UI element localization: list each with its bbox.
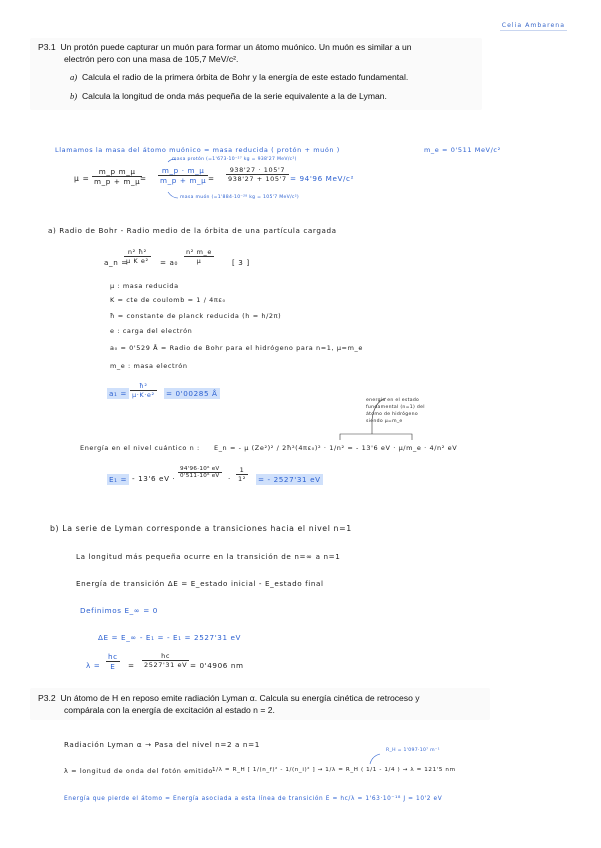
mid-numerator: m_p · m_μ — [158, 166, 208, 176]
problem-text-line1: Un protón puede capturar un muón para formar un átomo muónico. Un muón es similar a un — [60, 42, 412, 52]
mu-denominator: m_p + m_μ — [94, 177, 141, 186]
reduced-mass-intro: Llamamos la masa del átomo muónico = masa reducida ( protón + muón ) — [55, 146, 340, 154]
section-b-line3: Definimos E_∞ = 0 — [80, 606, 158, 615]
solution2-line2-formula: 1/λ = R_H [ 1/(n_f)² - 1/(n_i)² ] → 1/λ = R_H ( 1/1 - 1/4 ) → λ = 121'5 nm — [212, 767, 456, 773]
energy-note-line1: energía en el estado — [366, 398, 420, 403]
definition-5: a₀ = 0'529 Å = Radio de Bohr para el hidrógeno para n=1, μ=m_e — [110, 344, 363, 352]
energy-level-label: Energía en el nivel cuántico n : — [80, 444, 200, 452]
e1-result: = - 2527'31 eV — [258, 475, 321, 484]
lambda-equals: = — [128, 661, 135, 670]
item-b-text: Calcula la longitud de onda más pequeña de la serie equivalente a la de Lyman. — [81, 91, 387, 102]
e1-numerator: 94'96·10⁶ eV — [180, 466, 220, 472]
e1-frac2-denominator: 1² — [238, 475, 246, 483]
item-a-label: a) — [70, 71, 78, 82]
definition-2: K = cte de coulomb = 1 / 4πε₀ — [110, 296, 226, 304]
solution2-line2-label: λ = longitud de onda del fotón emitido — [64, 767, 213, 775]
electron-mass-note: m_e = 0'511 MeV/c² — [424, 146, 501, 154]
energy-note-line4: siendo μ=m_e — [366, 419, 403, 424]
an-reference: [ 3 ] — [232, 258, 250, 267]
problem-text-line2: compárala con la energía de excitación al estado n = 2. — [64, 705, 275, 716]
problem-label: P3.1 — [38, 42, 56, 52]
section-b-line1: La longitud más pequeña ocurre en la transición de n=∞ a n=1 — [76, 552, 341, 561]
mu-numerator: m_p m_μ — [92, 167, 142, 177]
item-a-text: Calcula el radio de la primera órbita de Bohr y la energía de este estado fundamental. — [81, 71, 409, 82]
an-denominator: μ K e² — [126, 257, 149, 265]
definition-3: ħ = constante de planck reducida (h = h/2π) — [110, 312, 282, 320]
author-name: Celia Ambarena — [501, 22, 565, 29]
energy-level-formula: E_n = - μ (Ze²)² / 2ħ²(4πε₀)² · 1/n² = - 13'6 eV · μ/m_e · 4/n² eV — [214, 444, 458, 452]
an-numerator2: n² m_e — [186, 248, 212, 256]
annotation-proton-mass: masa protón (=1'673·10⁻²⁷ kg = 938'27 MeV/c²) — [172, 157, 297, 162]
item-b-label: b) — [70, 91, 78, 102]
lambda-denominator: E — [110, 662, 116, 671]
e1-lhs: E₁ = — [109, 475, 128, 484]
section-b-line2: Energía de transición ΔE = E_estado inicial - E_estado final — [76, 579, 324, 588]
definition-6: m_e : masa electrón — [110, 362, 188, 370]
energy-note-line2: fundamental (n=1) del — [366, 405, 425, 410]
a1-result: = 0'00285 Å — [166, 389, 218, 398]
an-denominator2: μ — [196, 257, 202, 265]
e1-denominator: 0'511·10⁶ eV — [180, 473, 220, 479]
annotation-muon-mass: masa muón (=1'884·10⁻²⁸ kg = 105'7 MeV/c²) — [180, 195, 299, 200]
mid-denominator: m_p + m_μ — [160, 176, 207, 185]
section-b-line4: ΔE = E_∞ - E₁ = - E₁ = 2527'31 eV — [98, 633, 242, 642]
e1-coefficient: - 13'6 eV · — [132, 474, 176, 483]
lambda-result: = 0'4906 nm — [190, 661, 244, 670]
lambda-lhs: λ = — [86, 661, 101, 670]
lambda-numerator: hc — [108, 652, 118, 661]
section-a-heading: a) Radio de Bohr - Radio medio de la órbita de una partícula cargada — [48, 226, 337, 235]
a1-denominator: μ·K·e² — [132, 391, 155, 399]
a1-numerator: ħ² — [130, 382, 157, 391]
problem-text-line2: electrón pero con una masa de 105,7 MeV/c². — [64, 54, 239, 65]
lambda-denominator2: 2527'31 eV — [144, 661, 188, 669]
an-mid: = a₀ — [160, 258, 178, 267]
section-b-heading: b) La serie de Lyman corresponde a transiciones hacia el nivel n=1 — [50, 524, 352, 533]
an-lhs: a_n = — [104, 258, 128, 267]
eq1-denominator: 938'27 + 105'7 — [228, 175, 287, 183]
an-numerator: n² ħ² — [124, 248, 151, 257]
solution2-line1: Radiación Lyman α → Pasa del nivel n=2 a n=1 — [64, 740, 260, 749]
e1-frac2-numerator: 1 — [236, 466, 248, 475]
definition-4: e : carga del electrón — [110, 327, 193, 335]
solution2-line3: Energía que pierde el átomo = Energía asociada a esta línea de transición E = hc/λ = 1'63·10⁻¹⁸ J = 10'2 eV — [64, 796, 443, 802]
reduced-mass-result: = 94'96 MeV/c² — [290, 174, 355, 183]
energy-note-line3: átomo de hidrógeno — [366, 412, 418, 417]
definition-1: μ : masa reducida — [110, 282, 179, 290]
mu-lhs: μ = — [74, 174, 90, 183]
rydberg-note: R_H = 1'097·10⁷ m⁻¹ — [386, 748, 440, 753]
eq1-numerator: 938'27 · 105'7 — [226, 166, 289, 175]
problem-label: P3.2 — [38, 693, 56, 703]
a1-lhs: a₁ = — [109, 389, 127, 398]
problem-text-line1: Un átomo de H en reposo emite radiación Lyman α. Calcula su energía cinética de retroceso y — [60, 693, 420, 703]
lambda-numerator2: hc — [142, 652, 189, 661]
